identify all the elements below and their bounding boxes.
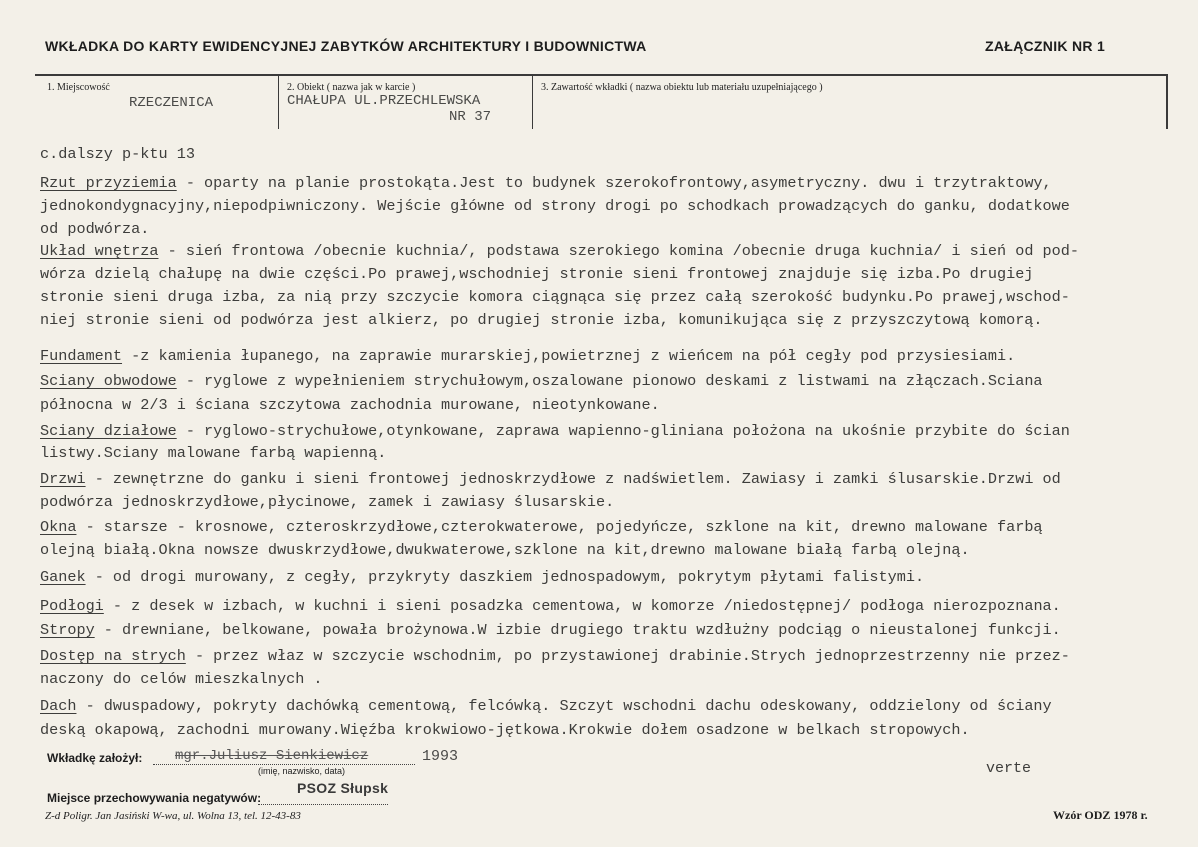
body-line [40,242,1079,260]
attachment-number: ZAŁĄCZNIK NR 1 [985,38,1106,54]
body-line [40,697,1052,715]
section-heading: Drzwi [40,470,86,488]
header-form-table [35,74,1168,129]
body-line-text: - dwuspadowy, pokryty dachówką cementową, felcówką. Szczyt wschodni dachu odeskowany, oddzielony od ściany [76,697,1052,715]
founder-label: Wkładkę założył: [47,751,143,765]
body-line-text: - z desek w izbach, w kuchni i sieni posadzka cementowa, w komorze /niedostępnej/ podłoga nierozpoznana. [103,597,1061,615]
body-line-text: -z kamienia łupanego, na zaprawie murarskiej,powietrznej z wieńcem na pół cegły pod przysiesiami. [122,347,1016,365]
body-line [40,197,1070,215]
section-heading: Dostęp na strych [40,647,186,665]
body-line [40,265,1033,283]
section-heading: Okna [40,518,77,536]
locality-label: 1. Miejscowość [47,82,110,93]
body-line-text: północna w 2/3 i ściana szczytowa zachodnia murowane, nieotynkowane. [40,396,660,414]
founder-dotted-line [153,764,415,765]
body-line-text: - drewniane, belkowane, powała brożynowa.W izbie drugiego traktu wzdłużny podciąg o nieustalonej funkcji. [94,621,1061,639]
body-line [40,721,970,739]
body-line [40,174,1052,192]
body-line [40,422,1070,440]
locality-value: RZECZENICA [129,95,214,111]
body-line-text: podwórza jednoskrzydłowe,płycinowe, zamek i zawiasy ślusarskie. [40,493,615,511]
body-line-text: - ryglowo-strychułowe,otynkowane, zaprawa wapienno-gliniana położona na ukośnie przybite do ścian [176,422,1070,440]
body-line [40,670,323,688]
body-line-text: olejną białą.Okna nowsze dwuskrzydłowe,dwukwaterowe,szklone na kit,drewno malowane białą farbą olejną. [40,541,970,559]
body-line-text: naczony do celów mieszkalnych . [40,670,323,688]
object-value-line1: CHAŁUPA UL.PRZECHLEWSKA [287,93,481,109]
body-line-text: - zewnętrzne do ganku i sieni frontowej jednoskrzydłowe z nadświetlem. Zawiasy i zamki ślusarskie.Drzwi od [85,470,1061,488]
body-line [40,145,195,163]
contents-cell [533,76,1166,129]
negatives-label: Miejsce przechowywania negatywów: [47,791,262,805]
body-line-text: - sień frontowa /obecnie kuchnia/, podstawa szerokiego komina /obecnie druga kuchnia/ i sień od pod- [158,242,1079,260]
body-line-text: niej stronie sieni od podwórza jest alkierz, po drugiej stronie izba, komunikująca się z przyszczytową komorą. [40,311,1043,329]
locality-cell [35,76,279,129]
object-label: 2. Obiekt ( nazwa jak w karcie ) [287,82,416,93]
body-line [40,220,149,238]
body-line [40,493,614,511]
body-line [40,647,1070,665]
body-line [40,597,1061,615]
body-line-text: jednokondygnacyjny,niepodpiwniczony. Wejście główne od strony drogi po schodkach prowadzących do ganku, dodatkowe [40,197,1070,215]
negatives-stamp: PSOZ Słupsk [297,780,389,796]
body-line-text: - ryglowe z wypełnieniem strychułowym,oszalowane pionowo deskami z listwami na złączach.Sciana [176,372,1043,390]
body-line-text: wórza dzielą chałupę na dwie części.Po prawej,wschodniej stronie sieni frontowej znajduje się izba.Po drugiej [40,265,1034,283]
contents-label: 3. Zawartość wkładki ( nazwa obiektu lub materiału uzupełniającego ) [541,82,823,93]
body-line [40,621,1061,639]
body-line [40,470,1061,488]
body-line-text: stronie sieni druga izba, za nią przy szczycie komora ciągnąca się przez całą szerokość budynku.Po prawej,wschod- [40,288,1070,306]
object-value-line2: NR 37 [449,109,492,125]
body-line [40,444,386,462]
body-line-text: deską okapową, zachodni murowany.Więźba krokwiowo-jętkowa.Krokwie dołem osadzone w belkach stropowych. [40,721,970,739]
document-title: WKŁADKA DO KARTY EWIDENCYJNEJ ZABYTKÓW ARCHITEKTURY I BUDOWNICTWA [45,38,647,54]
body-line [40,288,1070,306]
verte-note: verte [986,760,1032,777]
form-pattern: Wzór ODZ 1978 r. [1053,808,1148,822]
body-line [40,311,1043,329]
section-heading: Rzut przyziemia [40,174,177,192]
section-heading: Dach [40,697,77,715]
body-line [40,396,660,414]
founder-hint: (imię, nazwisko, data) [258,766,346,776]
section-heading: Sciany obwodowe [40,372,177,390]
negatives-dotted-line [258,804,388,805]
founder-year: 1993 [422,748,459,765]
body-line-text: - oparty na planie prostokąta.Jest to budynek szerokofrontowy,asymetryczny. dwu i trzytraktowy, [176,174,1052,192]
body-line-text: - od drogi murowany, z cegły, przykryty daszkiem jednospadowym, pokrytym płytami falistymi. [85,568,925,586]
section-heading: Stropy [40,621,95,639]
section-heading: Sciany działowe [40,422,177,440]
body-line [40,541,970,559]
body-line-text: c.dalszy p-ktu 13 [40,145,195,163]
body-line [40,568,924,586]
body-line-text: - starsze - krosnowe, czteroskrzydłowe,czterokwaterowe, pojedyńcze, szklone na kit, drewno malowane farbą [76,518,1043,536]
section-heading: Ganek [40,568,86,586]
body-line [40,518,1043,536]
body-line-text: od podwórza. [40,220,150,238]
section-heading: Podłogi [40,597,104,615]
body-line [40,372,1043,390]
body-line-text: - przez właz w szczycie wschodnim, po przystawionej drabinie.Strych jednoprzestrzenny nie przez- [185,647,1070,665]
body-line [40,347,1015,365]
body-line-text: listwy.Sciany malowane farbą wapienną. [40,444,387,462]
object-cell [279,76,533,129]
printer-imprint: Z-d Poligr. Jan Jasiński W-wa, ul. Wolna 13, tel. 12-43-83 [45,810,301,822]
founder-name: mgr.Juliusz Sienkiewicz [175,748,369,764]
section-heading: Układ wnętrza [40,242,159,260]
section-heading: Fundament [40,347,123,365]
